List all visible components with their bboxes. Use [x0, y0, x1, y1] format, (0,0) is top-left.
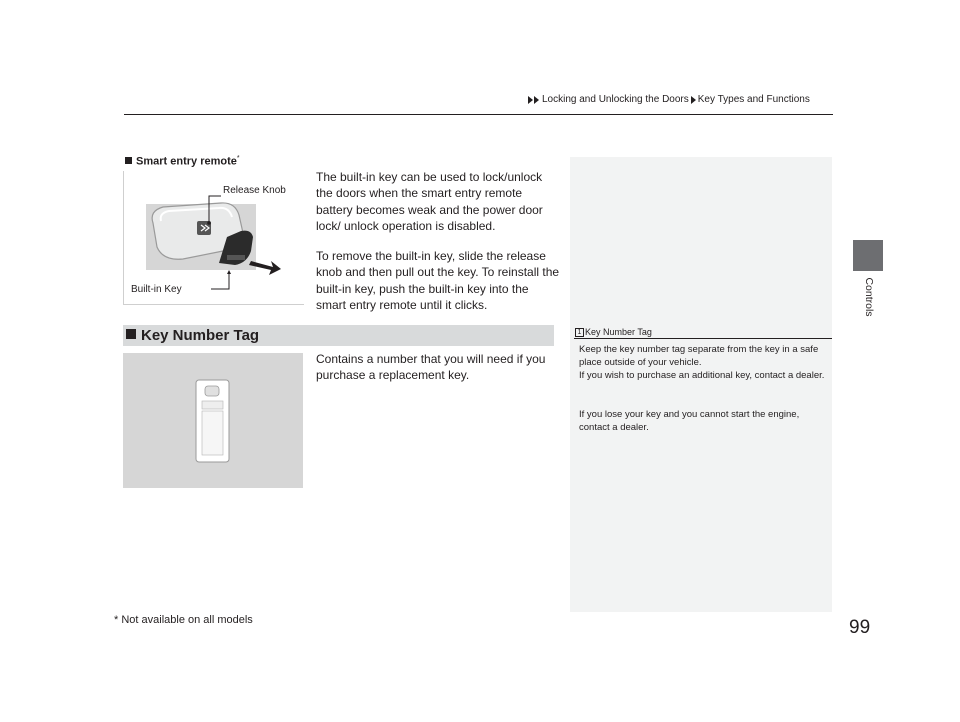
key-number-tag-drawing	[123, 353, 303, 488]
breadcrumb-topic[interactable]: Key Types and Functions	[697, 94, 810, 105]
footnote: * Not available on all models	[114, 614, 253, 626]
smart-entry-paragraph-2: To remove the built-in key, slide the release knob and then pull out the key. To reinstall the built-in key, push the built-in key into the smart entry remote until it clicks.	[316, 249, 560, 312]
smart-entry-heading	[125, 155, 240, 168]
sidebar-paragraph-2: If you wish to purchase an additional key, contact a dealer.	[579, 370, 825, 381]
section-tab-label[interactable]: Controls	[863, 277, 875, 317]
built-in-key-label: Built-in Key	[131, 284, 182, 295]
header-divider	[124, 114, 833, 115]
sidebar-divider	[574, 338, 832, 339]
key-number-tag-heading-text: Key Number Tag	[141, 327, 260, 344]
smart-entry-heading-text: Smart entry remote	[136, 155, 237, 168]
breadcrumb-section[interactable]: Locking and Unlocking the Doors	[542, 94, 689, 105]
sidebar-paragraph-3: If you lose your key and you cannot start the engine, contact a dealer.	[579, 409, 800, 433]
page-number: 99	[849, 617, 871, 638]
sidebar-panel	[570, 157, 832, 612]
breadcrumb-arrow-icon	[691, 96, 697, 104]
reference-number-badge: 1	[575, 328, 584, 337]
key-number-tag-heading	[126, 327, 259, 344]
sidebar-title	[575, 327, 652, 337]
release-knob-label: Release Knob	[223, 185, 286, 196]
smart-entry-paragraph-1: The built-in key can be used to lock/unlock the doors when the smart entry remote battery becomes weak and the power door lock/ unlock operation is disabled.	[316, 170, 543, 233]
sidebar-paragraph-1: Keep the key number tag separate from the key in a safe place outside of your vehicle.	[579, 344, 819, 368]
sidebar-title-text: Key Number Tag	[585, 327, 652, 337]
key-number-tag-paragraph: Contains a number that you will need if you purchase a replacement key.	[316, 352, 546, 383]
bullet-square-icon	[126, 329, 136, 339]
asterisk-marker: *	[236, 155, 240, 162]
bullet-square-icon	[125, 157, 132, 164]
breadcrumb	[526, 94, 810, 105]
breadcrumb-arrow-icon	[528, 96, 541, 104]
